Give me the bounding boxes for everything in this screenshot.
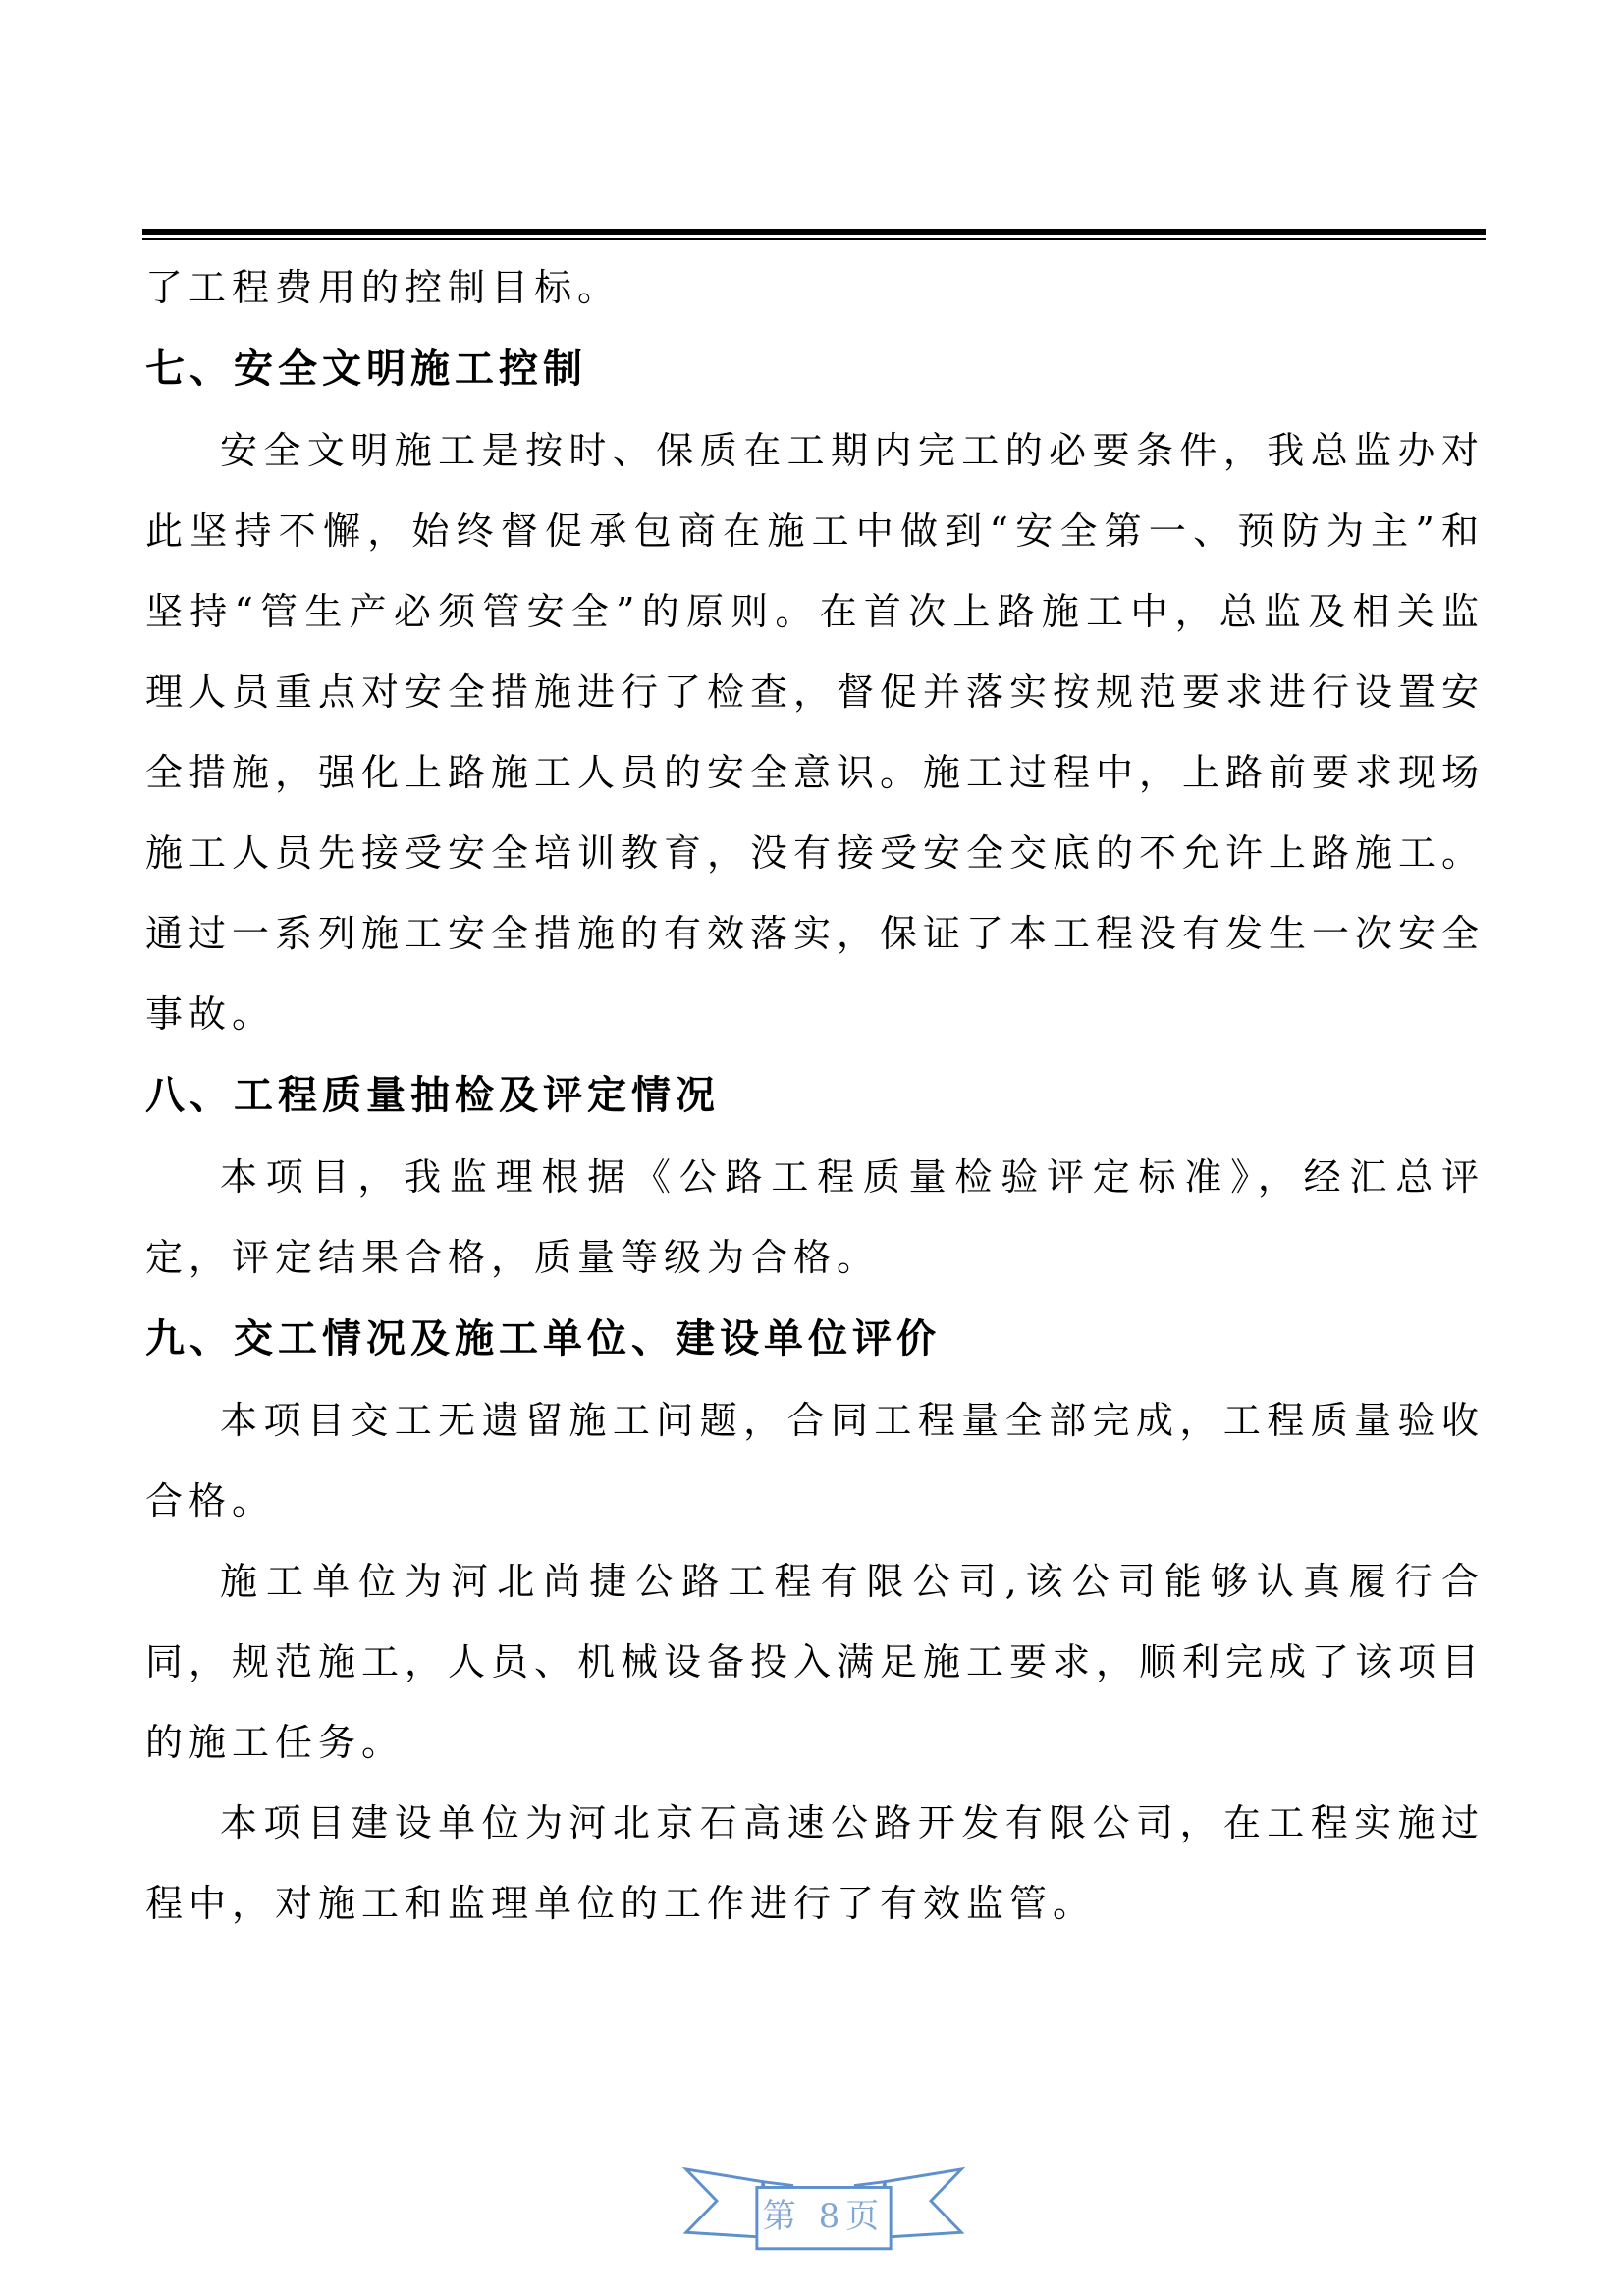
header-border-thin-line: [142, 238, 1486, 240]
header-border-thick-line: [142, 229, 1486, 235]
section-heading-7: 七、安全文明施工控制: [145, 346, 587, 392]
section-9-paragraph-3: 本项目建设单位为河北京石高速公路开发有限公司，在工程实施过程中，对施工和监理单位的工作进行了有效监管。: [145, 1801, 1485, 1925]
page-number-label: 第 8页: [762, 2197, 886, 2236]
paragraph-continuation: 了工程费用的控制目标。: [145, 266, 622, 309]
document-body: [145, 247, 1485, 1944]
section-9-paragraph-2: 施工单位为河北尚捷公路工程有限公司,该公司能够认真履行合同，规范施工，人员、机械设备投入满足施工要求，顺利完成了该项目的施工任务。: [145, 1560, 1486, 1764]
section-9-paragraph-1: 本项目交工无遗留施工问题，合同工程量全部完成，工程质量验收合格。: [145, 1399, 1485, 1522]
section-8-paragraph-1: 本项目，我监理根据《公路工程质量检验评定标准》，经汇总评定，评定结果合格，质量等级为合格。: [145, 1155, 1485, 1279]
section-heading-8: 八、工程质量抽检及评定情况: [145, 1072, 720, 1118]
header-border: [142, 229, 1486, 240]
section-7-paragraph-1: 安全文明施工是按时、保质在工期内完工的必要条件，我总监办对此坚持不懈，始终督促承包商在施工中做到“安全第一、预防为主”和坚持“管生产必须管安全”的原则。在首次上路施工中，总监及相关监理人员重点对安全措施进行了检查，督促并落实按规范要求进行设置安全措施，强化上路施工人员的安全意识。施工过程中，上路前要求现场施工人员先接受安全培训教育，没有接受安全交底的不允许上路施工。通过一系列施工安全措施的有效落实，保证了本工程没有发生一次安全事故。: [145, 429, 1486, 1036]
section-heading-9: 九、交工情况及施工单位、建设单位评价: [145, 1315, 941, 1362]
page-footer: [680, 2156, 967, 2254]
